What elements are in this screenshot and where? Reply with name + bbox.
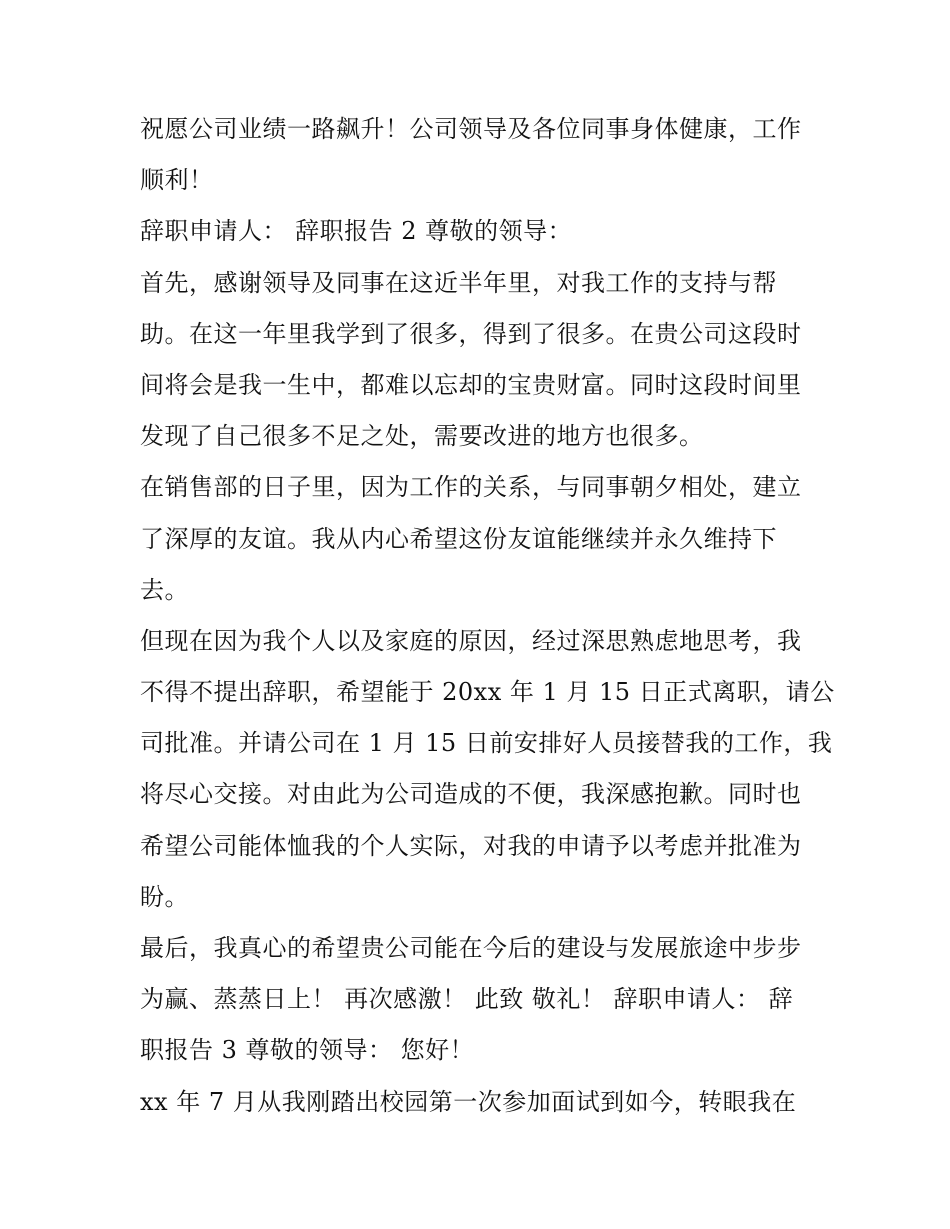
text-line: 顺利！ <box>140 166 214 195</box>
text-line: 祝愿公司业绩一路飙升！公司领导及各位同事身体健康，工作 <box>140 115 802 143</box>
text-line: 辞职申请人： 辞职报告 2 尊敬的领导： <box>140 217 573 246</box>
text-line: 但现在因为我个人以及家庭的原因，经过深思熟虑地思考，我 <box>140 626 802 655</box>
text-line: 司批准。并请公司在 1 月 15 日前安排好人员接替我的工作，我 <box>140 729 833 758</box>
text-line: 不得不提出辞职，希望能于 20xx 年 1 月 15 日正式离职，请公 <box>140 678 835 707</box>
text-line: 首先，感谢领导及同事在这近半年里，对我工作的支持与帮 <box>140 268 777 297</box>
text-line: 间将会是我一生中，都难以忘却的宝贵财富。同时这段时间里 <box>140 370 802 399</box>
text-line: xx 年 7 月从我刚踏出校园第一次参加面试到如今，转眼我在 <box>140 1087 797 1116</box>
text-line: 了深厚的友谊。我从内心希望这份友谊能继续并永久维持下 <box>140 524 777 553</box>
document-body <box>140 104 835 1128</box>
text-line: 将尽心交接。对由此为公司造成的不便，我深感抱歉。同时也 <box>140 780 802 809</box>
text-line: 希望公司能体恤我的个人实际，对我的申请予以考虑并批准为 <box>140 831 802 860</box>
text-line: 职报告 3 尊敬的领导： 您好！ <box>140 1036 475 1065</box>
text-line: 最后，我真心的希望贵公司能在今后的建设与发展旅途中步步 <box>140 934 802 962</box>
text-line: 去。 <box>140 575 189 604</box>
text-line: 盼。 <box>140 882 189 911</box>
text-line: 为赢、蒸蒸日上！ 再次感激！ 此致 敬礼！ 辞职申请人： 辞 <box>140 985 794 1014</box>
text-line: 发现了自己很多不足之处，需要改进的地方也很多。 <box>140 422 704 451</box>
text-line: 在销售部的日子里，因为工作的关系，与同事朝夕相处，建立 <box>140 473 802 502</box>
text-line: 助。在这一年里我学到了很多，得到了很多。在贵公司这段时 <box>140 319 802 348</box>
